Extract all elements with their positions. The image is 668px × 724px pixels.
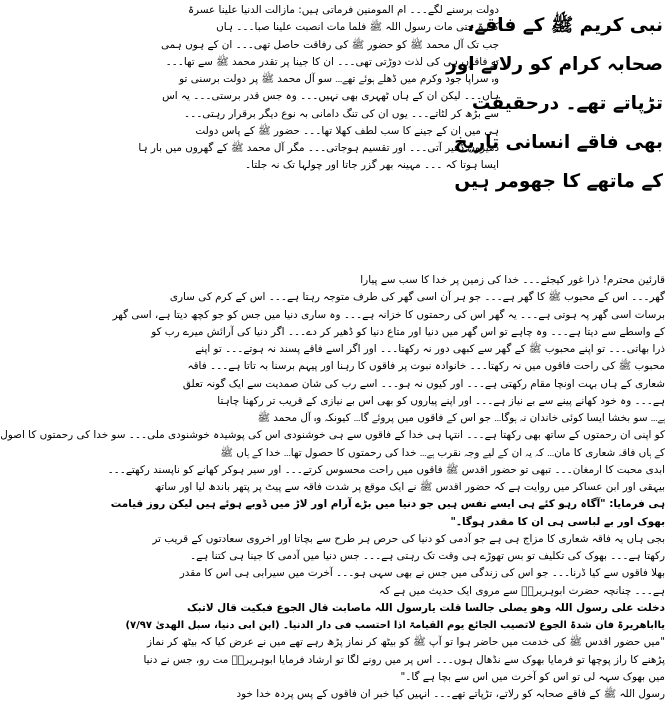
text-line: ابدی محبت کا ارمغان۔۔۔ تبھی تو حضور اقدس ﷺ فاقوں میں راحت محسوس کرتے۔۔۔ اور سیر ہوکر کھانے کو ناپسند رکھتے۔۔۔ (107, 463, 665, 476)
text-line: وہ سراپا جود وکرم میں ڈھلے ہوئے تھے۔۔۔ سو آل محمد ﷺ پر دولت برسنی تو (179, 73, 499, 85)
text-line: محبوب ﷺ کی راحت فاقوں میں نہ رکھتا۔۔۔ خانوادہ نبوت پر فاقوں کا رہنا اور پیہم برسنا بہ تاتا ہے۔۔۔ فاقہ (187, 360, 665, 373)
text-line: ایسا ہوتا کہ ۔۔۔ مہینہ بھر گزر جاتا اور چولہا تک نہ جلتا۔ (245, 159, 499, 172)
text-line: کو اپنی ان رحمتوں کے ساتھ بھی رکھتا ہے۔۔۔ انتہا ہی خدا کے فاقوں سے ہی خوشنودی اس کی پوشیدہ خوشنودی ملی۔۔۔ سو خدا کی رحمتوں کا اصول (0, 429, 665, 442)
text-line: قارئین محترم! ذرا غور کیجئے۔۔۔ خدا کی زمین پر خدا کا سب سے پیارا (360, 274, 665, 286)
text-line: جب تک آل محمد ﷺ کو حضور ﷺ کی رفاقت حاصل تھی۔۔۔ ان کے ہوں ہمی (161, 38, 499, 51)
pull-quote-line: کے ماتھے کا جھومر ہیں (454, 171, 663, 192)
text-line: ہاں۔۔۔ لیکن ان کے ہاں ٹھہری بھی نہیں۔۔۔ وہ جس قدر برستی۔۔۔ یہ اس (162, 90, 499, 103)
translation-line: پڑھنے کا راز پوچھا تو فرمایا بھوک سے نڈھال ہوں۔۔۔ اس پر میں رونے لگا تو ارشاد فرمایا ابوہریرہؓ مت رو، جس نے دنیا (143, 653, 665, 666)
text-line: سے بڑھ کر لٹاتے۔۔۔ یوں ان کی تنگ دامانی بہ نوع دیگر برقرار رہتی۔۔۔ (184, 107, 499, 120)
arabic-hadith-line: یااباھریرۃ فان شدۃ الجوع لاتصیب الجائع یوم القیامۃ اذا احتسب فی دار الدنیا۔ (ابن ابی دنیا، سبل الھدیٰ ۷/۹۷) (125, 620, 665, 631)
text-line: ذرا بھاتی۔۔۔ تو اپنے محبوب ﷺ کے گھر سے کبھی دور نہ رکھتا۔۔۔ اور اگر اسے فاقے پسند نہ ہوتے۔۔۔ تو اپنے (195, 343, 665, 355)
text-line: بھلا فاقوں سے کیا ڈرنا۔۔۔ جو اس کی زندگی میں جس نے بھی سہی ہو۔۔۔ آخرت میں سیرابی ہی اس کا مقدر (179, 567, 665, 580)
text-line: ہے۔۔۔ چنانچہ حضرت ابوہریرہؓ سے مروی ایک حدیث میں ہے کہ (378, 584, 665, 597)
article-column-top (138, 2, 499, 175)
pull-quote-line: صحابہ کرام کو رلاتے اور (446, 54, 663, 75)
text-line: بجی ہاں یہ فاقہ شعاری کا مزاج ہی ہے جو آدمی کو دنیا کی حرص ہر طرح سے بچاتا اور اخروی سعادتوں کے قریب تر (152, 532, 665, 545)
text-line: بیہقی اور ابن عساکر میں روایت ہے کہ حضور اقدس ﷺ نے ایک موقع پر شدت فاقہ سے پیٹ پر پتھر باندھ لیا اور ساتھ (154, 481, 665, 493)
text-line: ہے۔۔۔ وہ خود کھانے پینے سے بے نیاز ہے۔۔۔ اور اپنے پیاروں کو بھی اس بے نیازی کے قریب تر رکھنا چاہتا (217, 394, 665, 407)
article-body (0, 272, 665, 703)
arabic-hadith-line: دخلت علی رسول اللہ وھو یصلی جالسا قلت یارسول اللہ ماصابت قال الجوع فبکیت قال لاتبک (187, 601, 665, 614)
translation-line: "میں حضور اقدس ﷺ کی خدمت میں حاضر ہوا تو آپ ﷺ کو بیٹھ کر نماز پڑھ رہے تھے میں نے عرض کیا کہ بیٹھ کر نماز (147, 636, 665, 649)
text-line: برسات اسی گھر پہ ہوتی ہے۔۔۔ یہ گھر اس کی رحمتوں کا خزانہ ہے۔۔۔ وہ ساری دنیا میں جس کو جو کچھ دیتا ہے، اسی گھر (112, 308, 665, 321)
text-line: دولت برسنے لگے۔۔۔ ام المومنین فرماتی ہیں: مازالت الدنیا علینا عسرۃ (187, 4, 499, 16)
pull-quote-line: بھی فاقے انسانی تاریخ (454, 132, 663, 153)
pull-quote-line: تڑپاتے تھے۔ درحقیقت (471, 93, 663, 114)
text-line: رسول اللہ ﷺ کے فاقے صحابہ کو رلاتے، تڑپاتے تھے۔۔۔ انہیں کیا خبر ان فاقوں کے پس پردہ خدا خود (236, 688, 665, 700)
text-line: رکھتا ہے۔۔۔ بھوک کی تکلیف تو بس تھوڑے ہی وقت تک رہتی ہے۔۔۔ جس دنیا میں آدمی کا جینا ہی کتنا ہے۔ (189, 550, 665, 562)
text-line: ڈھیروں ڈھیر آتی۔۔۔ اور تقسیم ہوجاتی۔۔۔ مگر آل محمد ﷺ کے گھروں میں بار ہا (138, 142, 499, 154)
text-line: کے ہاں فاقہ شعاری کا مان۔۔۔ کہ یہ ان کے لیے وجہ نقرب ہے۔۔۔ خدا کی رحمتوں کا حصول تھا۔۔۔ خدا کے ہاں ﷺ (220, 446, 665, 459)
text-line: ہے۔۔۔ سو بخشا ایسا کوئی خاندان نہ ہوگا۔۔۔ جو اس کے فاقوں میں پروئے گا۔۔۔ کیونکہ وہ آل محمد ﷺ (257, 412, 665, 424)
text-line: کدرۃ حتی مات رسول اللہ ﷺ فلما مات انصبت علینا صبا۔۔۔ ہاں (216, 21, 499, 34)
text-line: شعاری کے ہاں بہت اونچا مقام رکھتی ہے۔۔۔ اور کیوں نہ ہو۔۔۔ اسے رب کی شان صمدیت سے ایک گونہ تعلق (182, 377, 665, 390)
translation-line: میں بھوک سہہ لی تو اس کو آخرت میں اس سے بچا ہے گا۔" (400, 670, 665, 683)
text-line: کے واسطے سے دیتا ہے۔۔۔ وہ چاہے تو اس گھر میں دنیا اور متاع دنیا کو ڈھیر کر دے۔۔۔ اگر دنیا کی آرائش میرے رب کو (151, 325, 665, 338)
pull-quote (446, 6, 663, 282)
pull-quote-line: نبی کریم ﷺ کے فاقے، (467, 15, 663, 36)
text-line: ہی میں ان کے جینے کا سب لطف کھلا تھا۔۔۔ حضور ﷺ کے پاس دولت (195, 124, 499, 137)
text-line: تو فاقوں ہی کی لذت دوڑتی تھی۔۔۔ ان کا جینا پر تقدر محمد ﷺ سے تھا۔۔۔ (165, 55, 499, 68)
quote-line: ہی فرمایا: "آگاہ رہو کئے ہی ایسے نفس ہیں جو دنیا میں بڑے آرام اور لاڑ میں ڈوبے ہوئے ہیں لیکن روز قیامت (110, 498, 665, 511)
quote-line: بھوک اور بے لباسی ہی ان کا مقدر ہوگا۔" (450, 515, 665, 528)
text-line: گھر۔۔۔ اس کے محبوب ﷺ کا گھر ہے۔۔۔ جو ہر آن اسی گھر کی طرف متوجہ رہتا ہے۔۔۔ اس کے کرم کی ساری (169, 291, 665, 304)
